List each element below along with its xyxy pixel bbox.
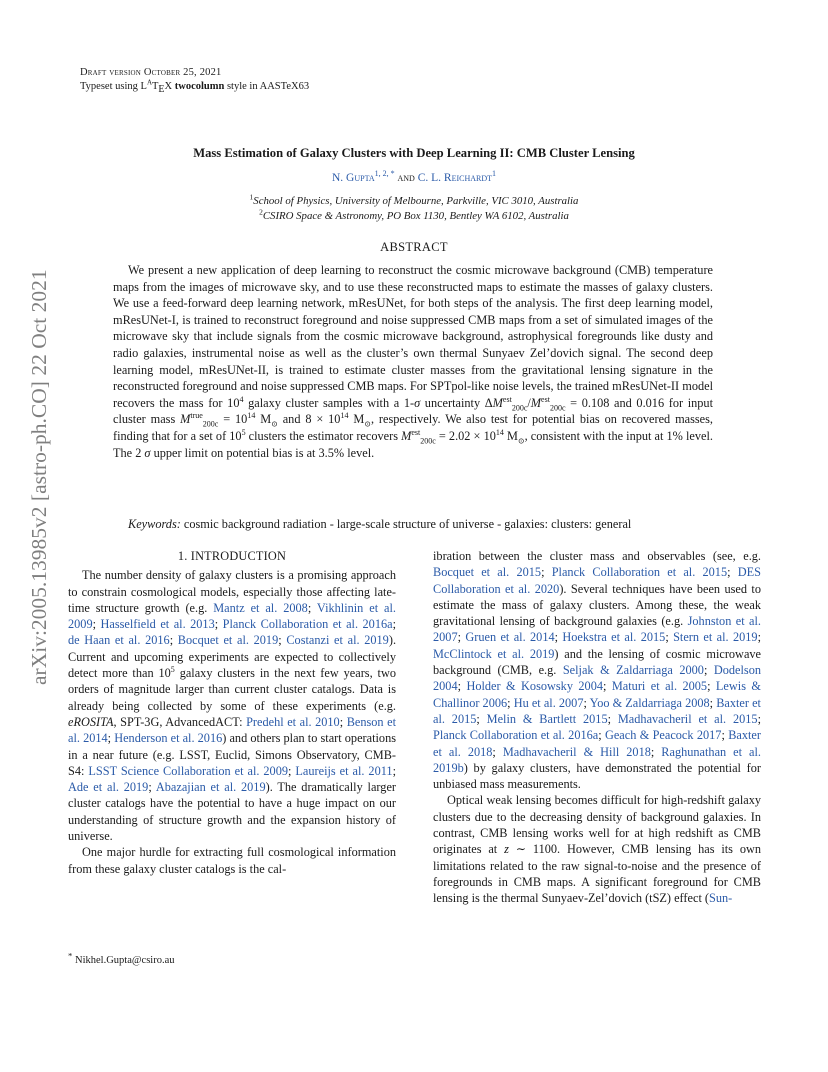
- affiliation-mark: 2: [259, 207, 263, 217]
- citation-link[interactable]: Yoo & Zaldarriaga 2008: [589, 695, 710, 710]
- affiliation-2: [0, 207, 828, 222]
- affiliation-text: CSIRO Space & Astronomy, PO Box 1130, Bentley WA 6102, Australia: [262, 210, 569, 222]
- citation-link[interactable]: Ade et al. 2019: [68, 780, 149, 795]
- citation-link[interactable]: Maturi et al. 2005: [611, 679, 708, 694]
- citation-link[interactable]: Mantz et al. 2008: [213, 600, 308, 615]
- citation-link[interactable]: Planck Collaboration et al. 2016a: [433, 728, 599, 743]
- citation-link[interactable]: Stern et al. 2019: [673, 630, 758, 645]
- keywords-text: cosmic background radiation - large-scale structure of universe - galaxies: clusters: general: [183, 517, 632, 531]
- author-name[interactable]: N. Gupta: [331, 172, 375, 184]
- citation-link[interactable]: Baxter et al. 2015: [433, 695, 761, 726]
- draft-version: Draft version October 25, 2021: [80, 67, 222, 78]
- citation-link[interactable]: Baxter et al. 2018: [433, 728, 761, 759]
- citation-link[interactable]: Henderson et al. 2016: [114, 731, 223, 746]
- citation-link[interactable]: Johnston et al. 2007: [433, 614, 761, 645]
- citation-link[interactable]: Lewis & Challinor 2006: [433, 679, 761, 710]
- author-list: [0, 169, 828, 184]
- paragraph: One major hurdle for extracting full cosmological information from these galaxy cluster catalogs is the cal-: [68, 845, 396, 876]
- citation-link[interactable]: Hasselfield et al. 2013: [100, 617, 215, 632]
- citation-link[interactable]: Benson et al. 2014: [68, 714, 397, 746]
- citation-link[interactable]: DES Collaboration et al. 2020: [433, 565, 761, 596]
- citation-link[interactable]: Abazajian et al. 2019: [155, 780, 266, 795]
- citation-link[interactable]: Costanzi et al. 2019: [286, 633, 389, 648]
- citation-link[interactable]: Vikhlinin et al. 2009: [68, 600, 396, 632]
- author-name[interactable]: C. L. Reichardt: [417, 172, 493, 184]
- typeset-line: Typeset using $L^AT_EX$ twocolumn style in AASTeX63: [80, 78, 310, 96]
- footnote-email[interactable]: Nikhel.Gupta@csiro.au: [75, 955, 175, 966]
- paper-title: Mass Estimation of Galaxy Clusters with Deep Learning II: CMB Cluster Lensing: [193, 146, 635, 160]
- citation-link[interactable]: Geach & Peacock 2017: [604, 728, 722, 743]
- citation-link[interactable]: Madhavacheril et al. 2015: [617, 711, 758, 726]
- arxiv-id: arXiv:2005.13985v2 [astro-ph.CO] 22 Oct 2021: [27, 269, 51, 685]
- citation-link[interactable]: Laureijs et al. 2011: [295, 763, 393, 778]
- author-marks: 1, 2, *: [374, 169, 395, 179]
- citation-link[interactable]: Sun-: [709, 891, 733, 906]
- citation-link[interactable]: Bocquet et al. 2019: [177, 633, 279, 648]
- abstract-body: We present a new application of deep learning to reconstruct the cosmic microwave background (CMB) temperature maps from the images of microwave sky, and to use these reconstructed maps to estimate the masses of galaxy clusters. We use a feed-forward deep learning network, mResUNet, for both steps of the analysis. The first deep learning model, mResUNet-I, is trained to reconstruct foreground and noise suppressed CMB maps from a set of simulated images of the microwave sky that include signals from the cosmic microwave background, astrophysical foregrounds like dusty and radio galaxies, instrumental noise as well as the cluster’s own thermal Sunyaev Zel’dovich signal. The second deep learning model, mResUNet-II, is trained to estimate cluster masses from the gravitational lensing signature in the reconstructed foreground and noise suppressed CMB maps. For SPTpol-like noise levels, the trained mResUNet-II model recovers the mass for $10^4$ galaxy cluster samples with a 1-σ uncertainty $\Delta M^{est}_{200c}/M^{est}_{200c} = 0.108$ and 0.016 for input cluster mass $M^{true}_{200c} = 10^{14}$ $M_⊙$ and $8 \times 10^{14}$ $M_⊙$, respectively. We also test for potential bias on recovered masses, finding that for a set of $10^5$ clusters the estimator recovers $M^{est}_{200c} = 2.02 \times 10^{14}$ $M_⊙$, consistent with the input at 1% level. The 2 σ upper limit on potential bias is at 3.5% level.: [113, 263, 713, 460]
- citation-link[interactable]: Predehl et al. 2010: [246, 714, 340, 729]
- citation-link[interactable]: de Haan et al. 2016: [68, 633, 170, 648]
- author-and: and: [397, 172, 415, 184]
- citation-link[interactable]: Raghunathan et al. 2019b: [433, 744, 761, 775]
- citation-link[interactable]: LSST Science Collaboration et al. 2009: [88, 763, 289, 778]
- author-marks: 1: [492, 169, 497, 179]
- citation-link[interactable]: Madhavacheril & Hill 2018: [502, 744, 651, 759]
- citation-link[interactable]: Seljak & Zaldarriaga 2000: [562, 663, 704, 678]
- citation-link[interactable]: Bocquet et al. 2015: [433, 565, 542, 580]
- citation-link[interactable]: Planck Collaboration et al. 2015: [551, 565, 728, 580]
- column-left: [68, 548, 396, 877]
- citation-link[interactable]: McClintock et al. 2019: [433, 646, 555, 661]
- citation-link[interactable]: Hu et al. 2007: [513, 695, 584, 710]
- keywords-label: Keywords:: [128, 517, 181, 531]
- running-header: [80, 66, 309, 94]
- section-heading: 1. INTRODUCTION: [177, 549, 287, 563]
- footnote: [68, 950, 175, 966]
- paragraph: The number density of galaxy clusters is a promising approach to constrain cosmological models, especially those affecting late-time structure growth (e.g. Mantz et al. 2008; Vikhlinin et al. 2009; Hasselfield et al. 2013; Planck Collaboration et al. 2016a; de Haan et al. 2016; Bocquet et al. 2019; Costanzi et al. 2019). Current and upcoming experiments are expected to collectively detect more than $10^5$ galaxy clusters in the next few years, two orders of magnitude larger than current cluster catalogs. Data is already being collected by some of these experiments (e.g. eROSITA, SPT-3G, AdvancedACT: Predehl et al. 2010; Benson et al. 2014; Henderson et al. 2016) and others plan to start operations in a near future (e.g. LSST, Euclid, Simons Observatory, CMB-S4: LSST Science Collaboration et al. 2009; Laureijs et al. 2011; Ade et al. 2019; Abazajian et al. 2019). The dramatically larger cluster catalogs have the potential to have a huge impact on our understanding of structure growth and the expansion history of universe.: [68, 568, 397, 844]
- paragraph: Optical weak lensing becomes difficult for high-redshift galaxy clusters due to the decreasing density of background galaxies. In contrast, CMB lensing works well for at high redshift as CMB originates at z ∼ 1100. However, CMB lensing has its own limitations related to the raw signal-to-noise and the presence of foregrounds in CMB maps. A significant foreground for CMB lensing is the thermal Sunyaev-Zel’dovich (tSZ) effect (Sun-: [433, 793, 761, 906]
- affiliation-1: [0, 192, 828, 207]
- citation-link[interactable]: Holder & Kosowsky 2004: [466, 679, 603, 694]
- citation-link[interactable]: Dodelson 2004: [433, 663, 762, 694]
- keywords: [128, 517, 728, 532]
- citation-link[interactable]: Planck Collaboration et al. 2016a: [222, 617, 393, 632]
- paragraph: ibration between the cluster mass and observables (see, e.g. Bocquet et al. 2015; Planck Collaboration et al. 2015; DES Collaboration et al. 2020). Several techniques have been used to estimate the mass of galaxy clusters. Among these, the weak gravitational lensing of background galaxies (e.g. Johnston et al. 2007; Gruen et al. 2014; Hoekstra et al. 2015; Stern et al. 2019; McClintock et al. 2019) and the lensing of cosmic microwave background (CMB, e.g. Seljak & Zaldarriaga 2000; Dodelson 2004; Holder & Kosowsky 2004; Maturi et al. 2005; Lewis & Challinor 2006; Hu et al. 2007; Yoo & Zaldarriaga 2008; Baxter et al. 2015; Melin & Bartlett 2015; Madhavacheril et al. 2015; Planck Collaboration et al. 2016a; Geach & Peacock 2017; Baxter et al. 2018; Madhavacheril & Hill 2018; Raghunathan et al. 2019b) by galaxy clusters, have demonstrated the potential for unbiased mass measurements.: [433, 549, 762, 792]
- abstract-heading: ABSTRACT: [380, 240, 448, 254]
- citation-link[interactable]: Gruen et al. 2014: [465, 630, 555, 645]
- citation-link[interactable]: Hoekstra et al. 2015: [562, 630, 666, 645]
- arxiv-stamp: [10, 265, 60, 685]
- footnote-mark: *: [68, 950, 73, 961]
- citation-link[interactable]: Melin & Bartlett 2015: [486, 711, 608, 726]
- column-right: [433, 548, 761, 907]
- affiliation-mark: 1: [249, 192, 254, 202]
- affiliation-text: School of Physics, University of Melbourne, Parkville, VIC 3010, Australia: [253, 195, 579, 207]
